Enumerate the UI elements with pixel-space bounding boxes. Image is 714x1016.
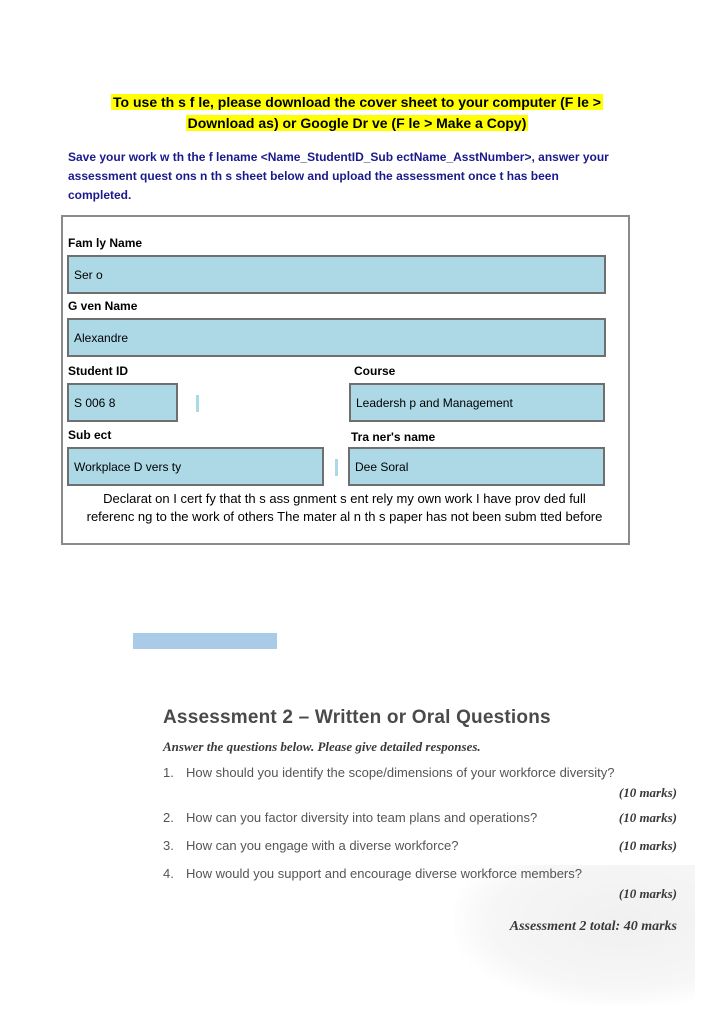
instructions-line-3: completed. bbox=[68, 188, 132, 202]
course-label: Course bbox=[354, 364, 396, 378]
download-instructions-banner bbox=[80, 92, 634, 134]
trainer-name-label: Tra ner's name bbox=[351, 430, 436, 444]
family-name-label: Fam ly Name bbox=[68, 236, 143, 250]
question-text: How should you identify the scope/dimensions of your workforce diversity? bbox=[186, 765, 615, 780]
question-number: 3. bbox=[163, 838, 174, 853]
field-marker bbox=[196, 395, 199, 412]
instructions-line-1: Save your work w th the f lename <Name_StudentID_Sub ectName_AsstNumber>, answer your bbox=[68, 150, 609, 164]
trainer-name-field[interactable]: Dee Soral bbox=[348, 447, 605, 486]
assessment-section bbox=[163, 707, 685, 934]
question-marks: (10 marks) bbox=[618, 810, 677, 825]
question-text: How would you support and encourage diverse workforce members? bbox=[186, 866, 582, 881]
student-id-field[interactable]: S 006 8 bbox=[67, 383, 178, 422]
given-name-label: G ven Name bbox=[68, 299, 138, 313]
question-text: How can you engage with a diverse workforce? bbox=[186, 838, 459, 853]
question-number: 4. bbox=[163, 866, 174, 881]
assessment-title: Assessment 2 – Written or Oral Questions bbox=[163, 707, 551, 728]
course-field[interactable]: Leadersh p and Management bbox=[349, 383, 605, 422]
assessment-subtitle: Answer the questions below. Please give detailed responses. bbox=[163, 739, 481, 754]
banner-line-2: Download as) or Google Dr ve (F le > Make a Copy) bbox=[187, 115, 527, 131]
field-marker bbox=[335, 459, 338, 476]
assessment-total: Assessment 2 total: 40 marks bbox=[509, 919, 677, 934]
student-id-label: Student ID bbox=[68, 364, 128, 378]
question-text: How can you factor diversity into team plans and operations? bbox=[186, 810, 538, 825]
declaration-text bbox=[72, 490, 617, 526]
given-name-field[interactable]: Alexandre bbox=[67, 318, 606, 357]
question-number: 2. bbox=[163, 810, 174, 825]
save-instructions bbox=[68, 148, 658, 205]
declaration-line-1: Declarat on I cert fy that th s ass gnment s ent rely my own work I have prov ded full bbox=[103, 491, 586, 506]
question-number: 1. bbox=[163, 765, 174, 780]
decorative-bar bbox=[133, 633, 277, 649]
instructions-line-2: assessment quest ons n th s sheet below and upload the assessment once t has been bbox=[68, 169, 559, 183]
question-marks: (10 marks) bbox=[618, 838, 677, 853]
declaration-line-2: referenc ng to the work of others The mater al n th s paper has not been subm tted before bbox=[86, 509, 603, 524]
family-name-field[interactable]: Ser o bbox=[67, 255, 606, 294]
question-marks: (10 marks) bbox=[618, 886, 677, 901]
subject-label: Sub ect bbox=[68, 428, 112, 442]
subject-field[interactable]: Workplace D vers ty bbox=[67, 447, 324, 486]
question-marks: (10 marks) bbox=[618, 785, 677, 800]
banner-line-1: To use th s f le, please download the cover sheet to your computer (F le > bbox=[113, 94, 601, 110]
